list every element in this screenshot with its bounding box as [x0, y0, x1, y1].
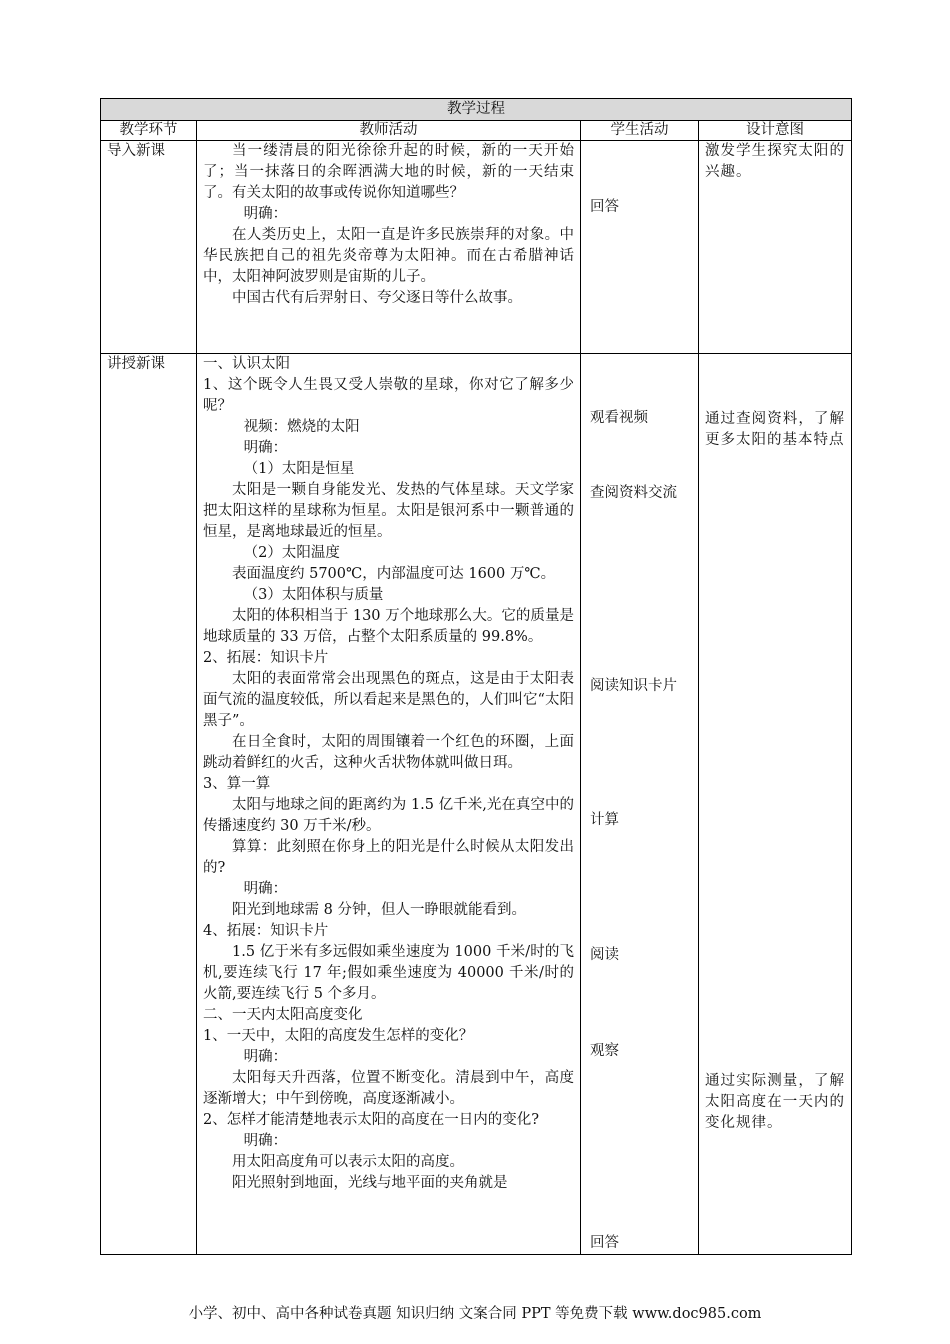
header-intent: 设计意图: [699, 121, 852, 141]
teacher-text: 表面温度约 5700℃，内部温度可达 1600 万℃。: [232, 566, 556, 582]
intent-text: 通过查阅资料，了解更多太阳的基本特点: [705, 411, 845, 448]
intent-text: 通过实际测量，了解太阳高度在一天内的变化规律。: [705, 1073, 845, 1131]
teacher-text: 视频：燃烧的太阳: [243, 419, 360, 435]
student-activity: 回答: [590, 199, 619, 215]
student-activity: 阅读: [590, 947, 619, 963]
teacher-cell: [197, 354, 581, 1255]
teacher-text: 1、一天中，太阳的高度发生怎样的变化？: [203, 1028, 474, 1044]
student-activity: 计算: [590, 812, 619, 828]
teacher-text: 中国古代有后羿射日、夸父逐日等什么故事。: [232, 290, 522, 306]
teacher-text: 1.5 亿于米有多远假如乘坐速度为 1000 千米/时的飞机,要连续飞行 17 年;假如乘坐速度为 40000 千米/时的火箭,要连续飞行 5 个多月。: [203, 944, 574, 1002]
intent-cell: [699, 354, 852, 1255]
student-activity: 观看视频: [590, 410, 648, 426]
teacher-text: 阳光照射到地面，光线与地平面的夹角就是: [232, 1175, 508, 1191]
teacher-text: 明确：: [243, 440, 288, 456]
teacher-text: （3）太阳体积与质量: [243, 587, 384, 603]
stage-cell: 导入新课: [101, 141, 197, 354]
table-banner: 教学过程: [101, 99, 852, 121]
teacher-heading: 一、认识太阳: [203, 356, 290, 372]
teacher-heading: 3、算一算: [203, 776, 271, 792]
teacher-heading: 2、拓展：知识卡片: [203, 650, 329, 666]
teacher-text: 明确：: [243, 206, 288, 222]
teacher-cell: [197, 141, 581, 354]
teacher-text: 太阳是一颗自身能发光、发热的气体星球。天文学家把太阳这样的星球称为恒星。太阳是银河系中一颗普通的恒星，是离地球最近的恒星。: [203, 482, 574, 540]
teacher-text: 2、怎样才能清楚地表示太阳的高度在一日内的变化?: [203, 1112, 539, 1128]
teacher-text: 明确：: [243, 881, 288, 897]
header-stage: 教学环节: [101, 121, 197, 141]
page-footer: 小学、初中、高中各种试卷真题 知识归纳 文案合同 PPT 等免费下载 www.doc985.com: [188, 1306, 762, 1322]
lesson-process-table: [100, 98, 852, 1255]
teacher-text: 明确：: [243, 1049, 288, 1065]
teacher-text: 明确：: [243, 1133, 288, 1149]
student-activity: 回答: [590, 1235, 619, 1251]
teacher-text: 用太阳高度角可以表示太阳的高度。: [232, 1154, 464, 1170]
teacher-text: 算算：此刻照在你身上的阳光是什么时候从太阳发出的?: [203, 839, 574, 876]
intent-text: 激发学生探究太阳的兴趣。: [705, 143, 845, 180]
teacher-text: （1）太阳是恒星: [243, 461, 355, 477]
teacher-text: 在日全食时，太阳的周围镶着一个红色的环圈，上面跳动着鲜红的火舌，这种火舌状物体就叫做日珥。: [203, 734, 574, 771]
header-teacher: 教师活动: [197, 121, 581, 141]
table-row: [101, 141, 852, 354]
teacher-text: 阳光到地球需 8 分钟，但人一睁眼就能看到。: [232, 902, 526, 918]
teacher-text: 太阳与地球之间的距离约为 1.5 亿千米,光在真空中的传播速度约 30 万千米/秒。: [203, 797, 574, 834]
student-activity: 阅读知识卡片: [590, 678, 677, 694]
teacher-heading: 4、拓展：知识卡片: [203, 923, 329, 939]
student-cell: [581, 141, 699, 354]
teacher-heading: 二、一天内太阳高度变化: [203, 1007, 363, 1023]
student-activity: 观察: [590, 1043, 619, 1059]
teacher-text: （2）太阳温度: [243, 545, 340, 561]
header-student: 学生活动: [581, 121, 699, 141]
stage-cell: 讲授新课: [101, 354, 197, 1255]
student-cell: [581, 354, 699, 1255]
teacher-text: 太阳每天升西落，位置不断变化。清晨到中午，高度逐渐增大；中午到傍晚，高度逐渐减小。: [203, 1070, 574, 1107]
teacher-text: 在人类历史上，太阳一直是许多民族崇拜的对象。中华民族把自己的祖先炎帝尊为太阳神。而在古希腊神话中，太阳神阿波罗则是宙斯的儿子。: [203, 227, 574, 285]
teacher-text: 1、这个既令人生畏又受人崇敬的星球，你对它了解多少呢？: [203, 377, 574, 414]
teacher-text: 当一缕清晨的阳光徐徐升起的时候，新的一天开始了；当一抹落日的余晖洒满大地的时候，新的一天结束了。有关太阳的故事或传说你知道哪些？: [203, 143, 574, 201]
teacher-text: 太阳的表面常常会出现黑色的斑点，这是由于太阳表面气流的温度较低，所以看起来是黑色的，人们叫它“太阳黑子”。: [203, 671, 574, 729]
intent-cell: [699, 141, 852, 354]
student-activity: 查阅资料交流: [590, 485, 677, 501]
table-row: [101, 354, 852, 1255]
teacher-text: 太阳的体积相当于 130 万个地球那么大。它的质量是地球质量的 33 万倍，占整个太阳系质量的 99.8%。: [203, 608, 574, 645]
